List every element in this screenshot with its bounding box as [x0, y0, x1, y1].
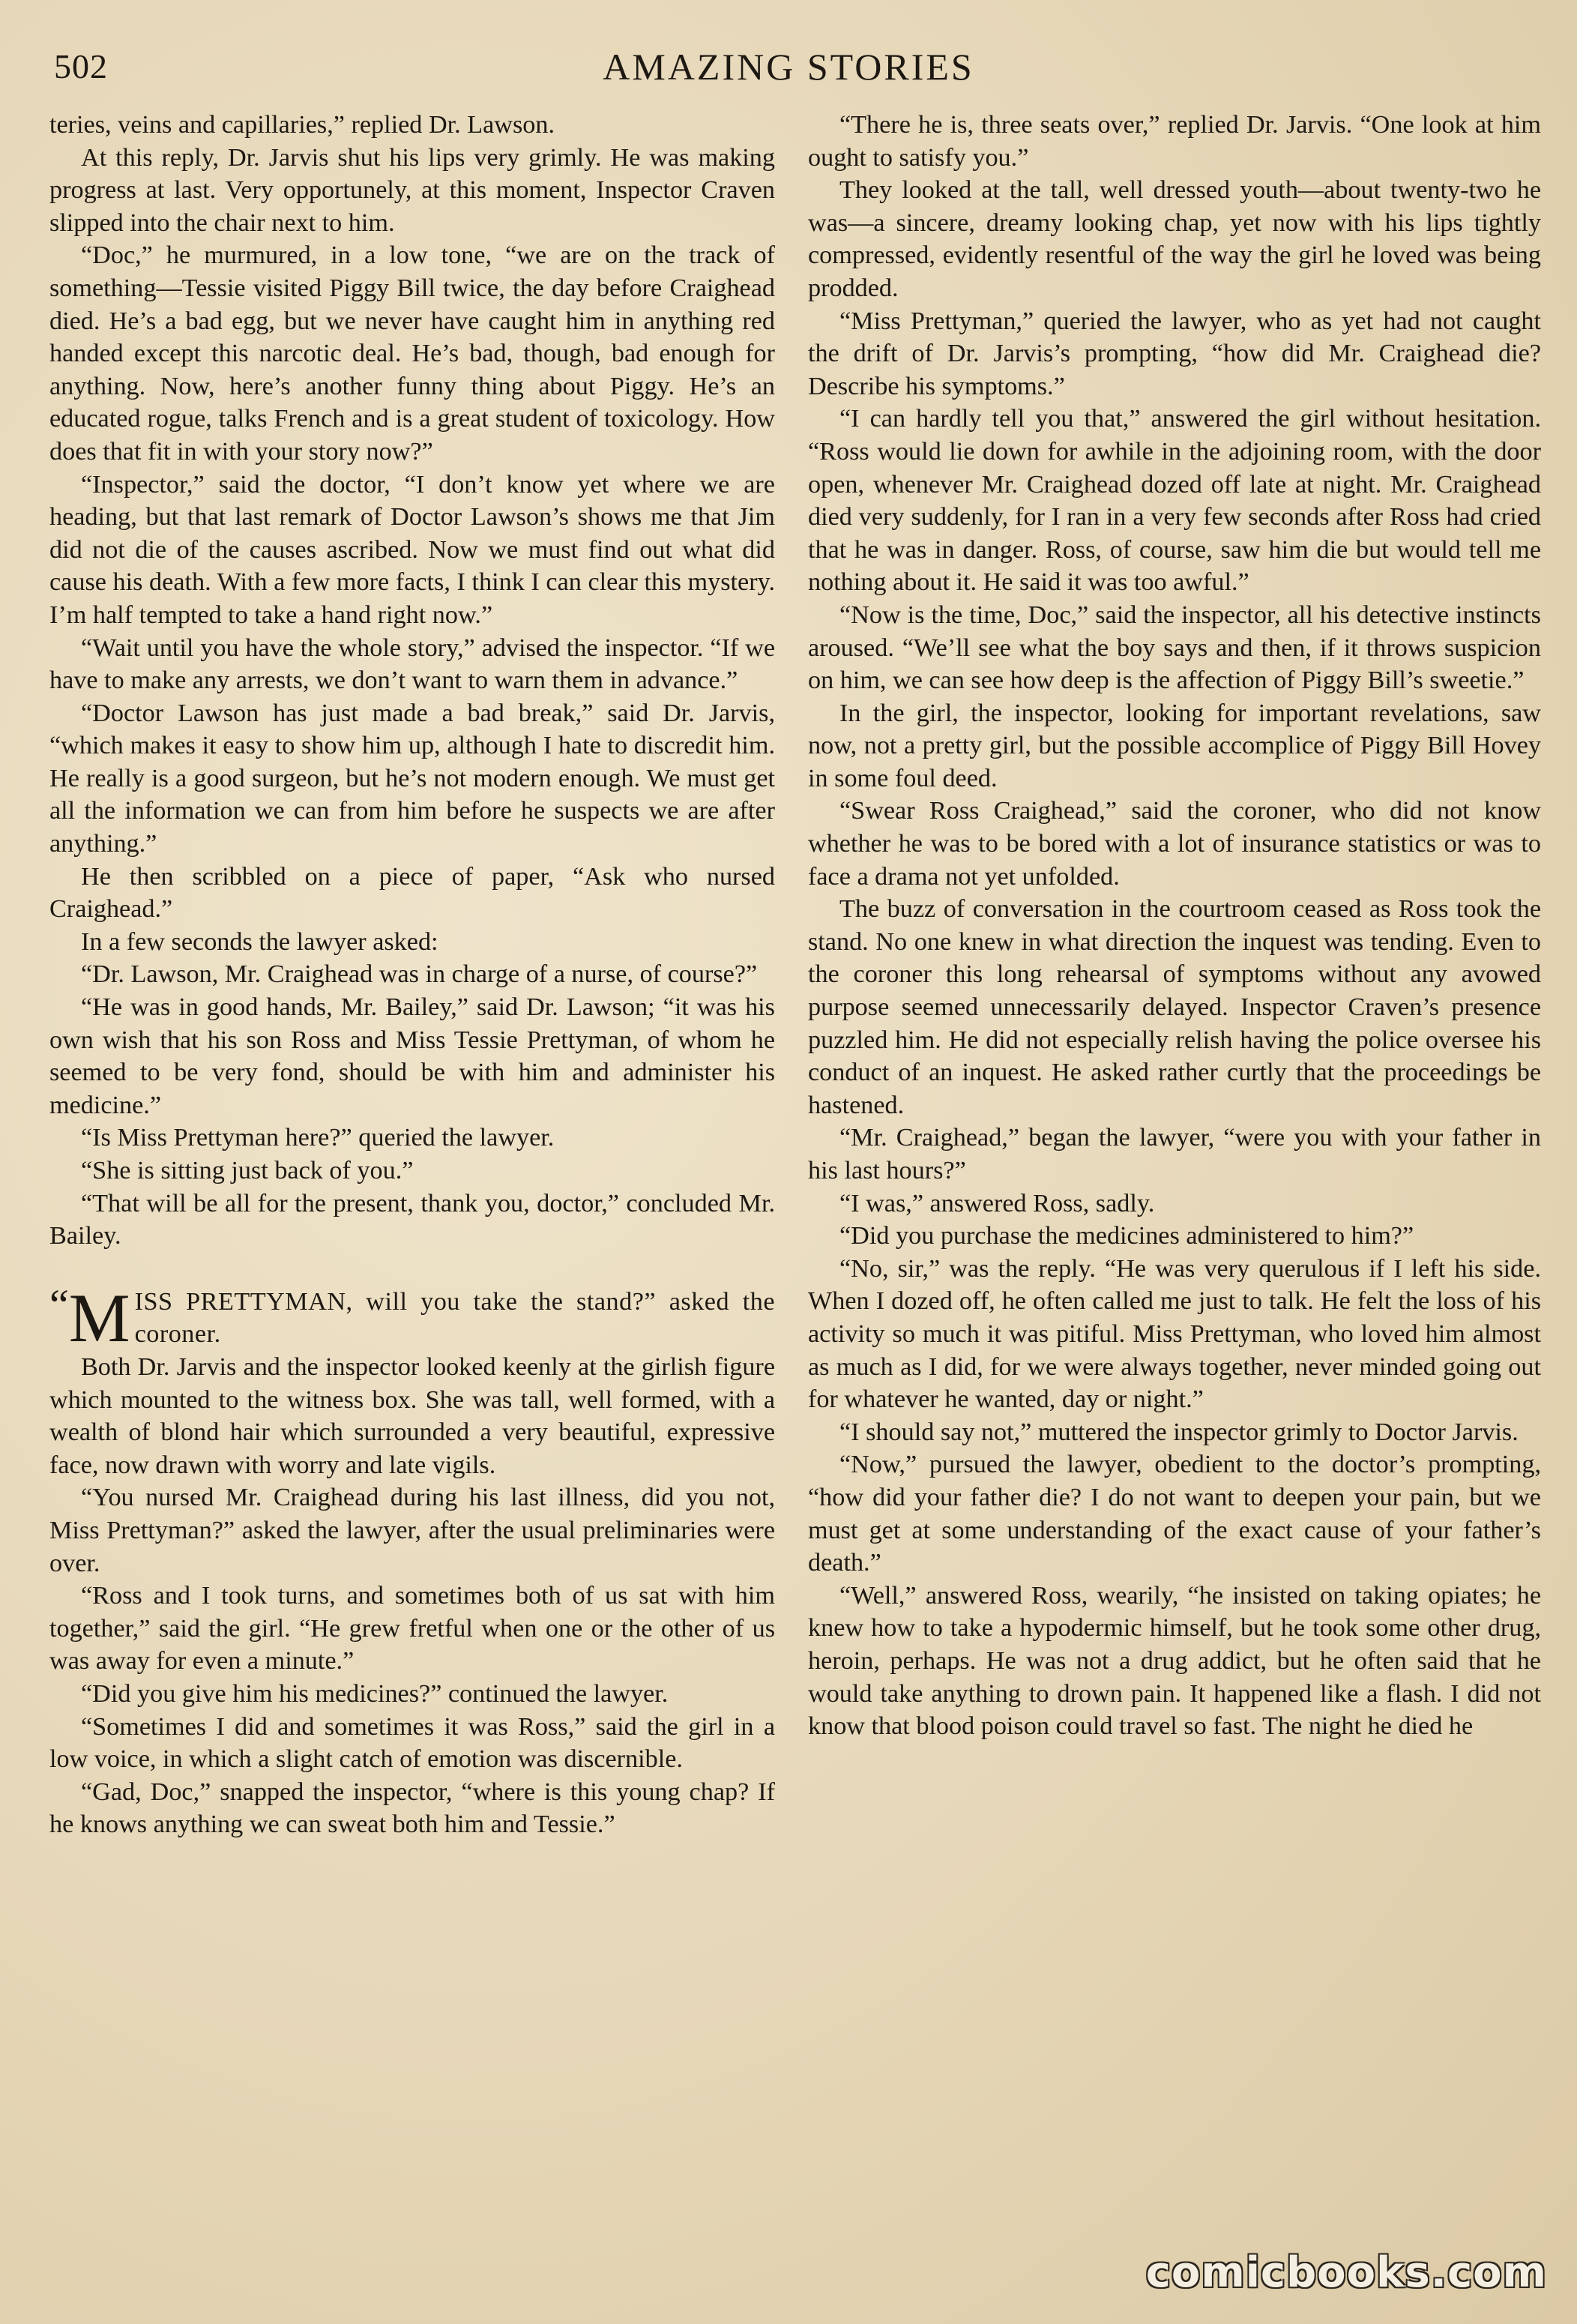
- paragraph: The buzz of conversation in the courtroom ceased as Ross took the stand. No one knew in what direction the inquest was tending. Even to the coroner this long rehearsal of symptoms without any avowed purpose seemed unnecessarily delayed. Inspector Craven’s presence puzzled him. He did not especially relish having the police oversee his conduct of an inquest. He asked rather curtly that the proceedings be hastened.: [808, 895, 1541, 1119]
- drop-cap: “M: [49, 1279, 130, 1356]
- paragraph: “You nursed Mr. Craighead during his last illness, did you not, Miss Prettyman?” asked the lawyer, after the usual preliminaries were over.: [49, 1484, 775, 1577]
- section-opening: [49, 1279, 775, 1356]
- paragraph: “That will be all for the present, thank you, doctor,” concluded Mr. Bailey.: [49, 1189, 775, 1250]
- paragraph: “Gad, Doc,” snapped the inspector, “where is this young chap? If he knows anything we can sweat both him and Tessie.”: [49, 1777, 775, 1839]
- paragraph: At this reply, Dr. Jarvis shut his lips very grimly. He was making progress at last. Very opportunely, at this moment, Inspector Craven slipped into the chair next to him.: [49, 143, 775, 237]
- paragraph: “Did you give him his medicines?” continued the lawyer.: [81, 1679, 669, 1708]
- right-column: [808, 109, 1541, 1743]
- paragraph: “Now is the time, Doc,” said the inspector, all his detective instincts aroused. “We’ll see what the boy says and then, if it throws suspicion on him, we can see how deep is the affection of Piggy Bill’s sweetie.”: [808, 600, 1541, 695]
- page-number: 502: [54, 47, 108, 85]
- paragraph: “I was,” answered Ross, sadly.: [839, 1189, 1155, 1217]
- paragraph: “Now,” pursued the lawyer, obedient to the doctor’s prompting, “how did your father die? I do not want to deepen your pain, but we must get at some understanding of the exact cause of your father’s death.”: [808, 1451, 1541, 1577]
- paragraph: In the girl, the inspector, looking for important revelations, saw now, not a pretty girl, but the possible accomplice of Piggy Bill Hovey in some foul deed.: [808, 699, 1541, 792]
- paragraph: “No, sir,” was the reply. “He was very querulous if I left his side. When I dozed off, he often called me just to talk. He felt the loss of his activity so much it was pitiful. Miss Prettyman, who loved him almost as much as I did, for we were always together, never minded going out for whatever he wanted, day or night.”: [808, 1254, 1541, 1414]
- paragraph: He then scribbled on a piece of paper, “Ask who nursed Craighead.”: [49, 862, 775, 924]
- paragraph: Both Dr. Jarvis and the inspector looked keenly at the girlish figure which mounted to the witness box. She was tall, well formed, with a wealth of blond hair which surrounded a very beautiful, expressive face, now drawn with worry and late vigils.: [49, 1352, 775, 1479]
- section-opening-text: ISS PRETTYMAN, will you take the stand?” asked the coroner.: [134, 1287, 775, 1349]
- paragraph: “Wait until you have the whole story,” advised the inspector. “If we have to make any arrests, we don’t want to warn them in advance.”: [49, 633, 775, 695]
- left-column: [49, 109, 775, 1841]
- paragraph: “Is Miss Prettyman here?” queried the lawyer.: [81, 1124, 555, 1152]
- paragraph: “Did you purchase the medicines administered to him?”: [839, 1222, 1414, 1250]
- paragraph: They looked at the tall, well dressed youth—about twenty-two he was—a sincere, dreamy looking chap, yet now with his lips tightly compressed, evidently resentful of the way the girl he loved was being prodded.: [808, 176, 1541, 302]
- paragraph: “Inspector,” said the doctor, “I don’t know yet where we are heading, but that last remark of Doctor Lawson’s shows me that Jim did not die of the causes ascribed. Now we must find out what did cause his death. With a few more facts, I think I can clear this mystery. I’m half tempted to take a hand right now.”: [49, 470, 775, 629]
- watermark-logo: comicbooks.com: [1145, 2248, 1547, 2297]
- paragraph: In a few seconds the lawyer asked:: [81, 927, 438, 956]
- paragraph: “Mr. Craighead,” began the lawyer, “were you with your father in his last hours?”: [808, 1124, 1541, 1184]
- paragraph: “Doctor Lawson has just made a bad break,” said Dr. Jarvis, “which makes it easy to show him up, although I hate to discredit him. He really is a good surgeon, but he’s not modern enough. We must get all the information we can from him before he suspects we are after anything.”: [49, 699, 775, 858]
- paragraph: “He was in good hands, Mr. Bailey,” said Dr. Lawson; “it was his own wish that his son Ross and Miss Tessie Prettyman, of whom he seemed to be very fond, should be with him and administer his medicine.”: [49, 993, 775, 1119]
- paragraph: “Well,” answered Ross, wearily, “he insisted on taking opiates; he knew how to take a hypodermic himself, but he took some other drug, heroin, perhaps. He was not a drug addict, but he often said that he would take anything to drown pain. It happened like a flash. I did not know that blood poison could travel so fast. The night he died he: [808, 1581, 1541, 1741]
- paragraph: “I can hardly tell you that,” answered the girl without hesitation. “Ross would lie down for awhile in the adjoining room, with the door open, whenever Mr. Craighead dozed off late at night. Mr. Craighead died very suddenly, for I ran in a very few seconds after Ross had cried that he was in danger. Ross, of course, saw him die but would tell me nothing about it. He said it was too awful.”: [808, 405, 1541, 597]
- paragraph: “Dr. Lawson, Mr. Craighead was in charge of a nurse, of course?”: [81, 960, 758, 989]
- paragraph: “Swear Ross Craighead,” said the coroner, who did not know whether he was to be bored with a lot of insurance statistics or was to face a drama not yet unfolded.: [808, 797, 1541, 891]
- paragraph: “Doc,” he murmured, in a low tone, “we are on the track of something—Tessie visited Piggy Bill twice, the day before Craighead died. He’s a bad egg, but we never have caught him in anything red handed except this narcotic deal. He’s bad, though, bad enough for anything. Now, here’s another funny thing about Piggy. He’s an educated rogue, talks French and is a great student of toxicology. How does that fit in with your story now?”: [49, 241, 775, 466]
- paragraph: “Ross and I took turns, and sometimes both of us sat with him together,” said the girl. “He grew fretful when one or the other of us was away for even a minute.”: [49, 1582, 775, 1676]
- paragraph: “She is sitting just back of you.”: [81, 1157, 414, 1184]
- paragraph: “Sometimes I did and sometimes it was Ross,” said the girl in a low voice, in which a slight catch of emotion was discernible.: [49, 1712, 775, 1774]
- paragraph: teries, veins and capillaries,” replied Dr. Lawson.: [49, 111, 555, 139]
- running-head: AMAZING STORIES: [603, 46, 974, 88]
- paragraph: “Miss Prettyman,” queried the lawyer, who as yet had not caught the drift of Dr. Jarvis’s prompting, “how did Mr. Craighead die? Describe his symptoms.”: [808, 307, 1541, 400]
- paragraph: “I should say not,” muttered the inspector grimly to Doctor Jarvis.: [839, 1418, 1519, 1446]
- paragraph: “There he is, three seats over,” replied Dr. Jarvis. “One look at him ought to satisfy you.”: [808, 111, 1541, 172]
